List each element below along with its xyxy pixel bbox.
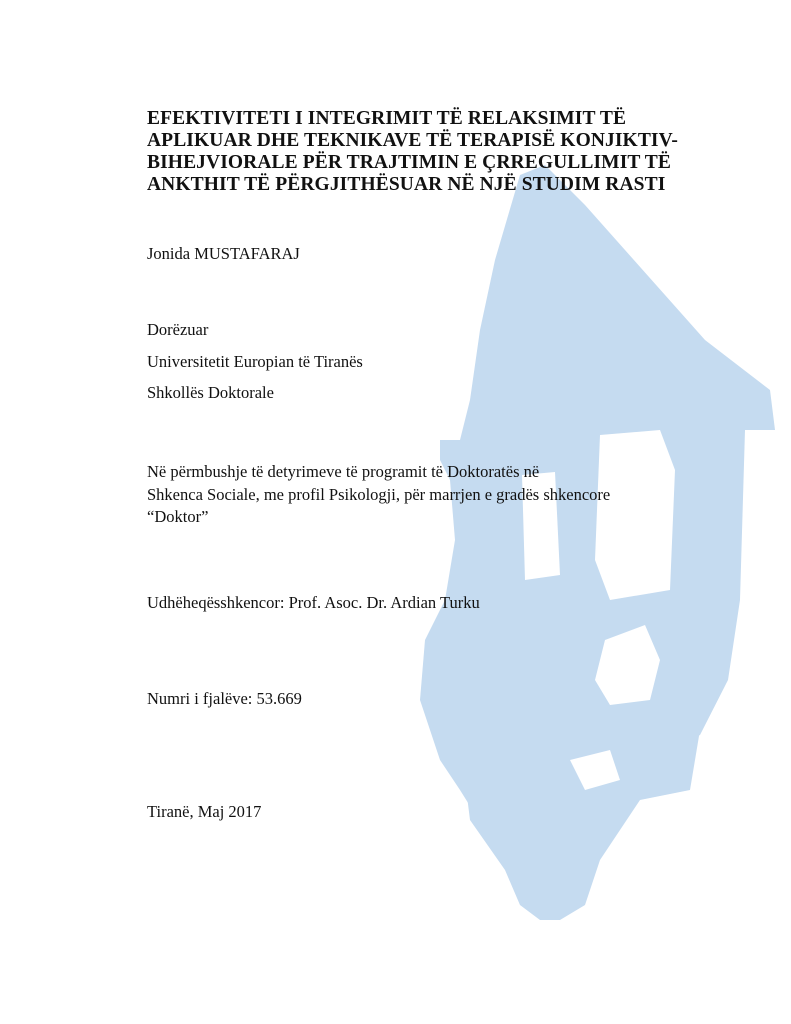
title-line: BIHEJVIORALE PËR TRAJTIMIN E ÇRREGULLIMIT TË xyxy=(147,152,671,173)
author-name: Jonida MUSTAFARAJ xyxy=(147,244,300,263)
supervisor: Udhëheqësshkencor: Prof. Asoc. Dr. Ardian Turku xyxy=(147,593,480,612)
place-date: Tiranë, Maj 2017 xyxy=(147,802,262,821)
fulfillment-line: “Doktor” xyxy=(147,507,209,526)
title-line: APLIKUAR DHE TEKNIKAVE TË TERAPISË KONJIKTIV- xyxy=(147,130,678,151)
fulfillment-line: Në përmbushje të detyrimeve të programit të Doktoratës në xyxy=(147,462,540,481)
title-line: EFEKTIVITETI I INTEGRIMIT TË RELAKSIMIT TË xyxy=(147,108,627,129)
submission-label: Dorëzuar xyxy=(147,320,209,339)
title-line: ANKTHIT TË PËRGJITHËSUAR NË NJË STUDIM RASTI xyxy=(147,174,666,195)
thesis-title xyxy=(147,108,678,196)
fulfillment-line: Shkenca Sociale, me profil Psikologji, për marrjen e gradës shkencore xyxy=(147,485,611,504)
doctoral-school: Shkollës Doktorale xyxy=(147,383,274,402)
word-count: Numri i fjalëve: 53.669 xyxy=(147,689,302,708)
university-name: Universitetit Europian të Tiranës xyxy=(147,352,363,371)
